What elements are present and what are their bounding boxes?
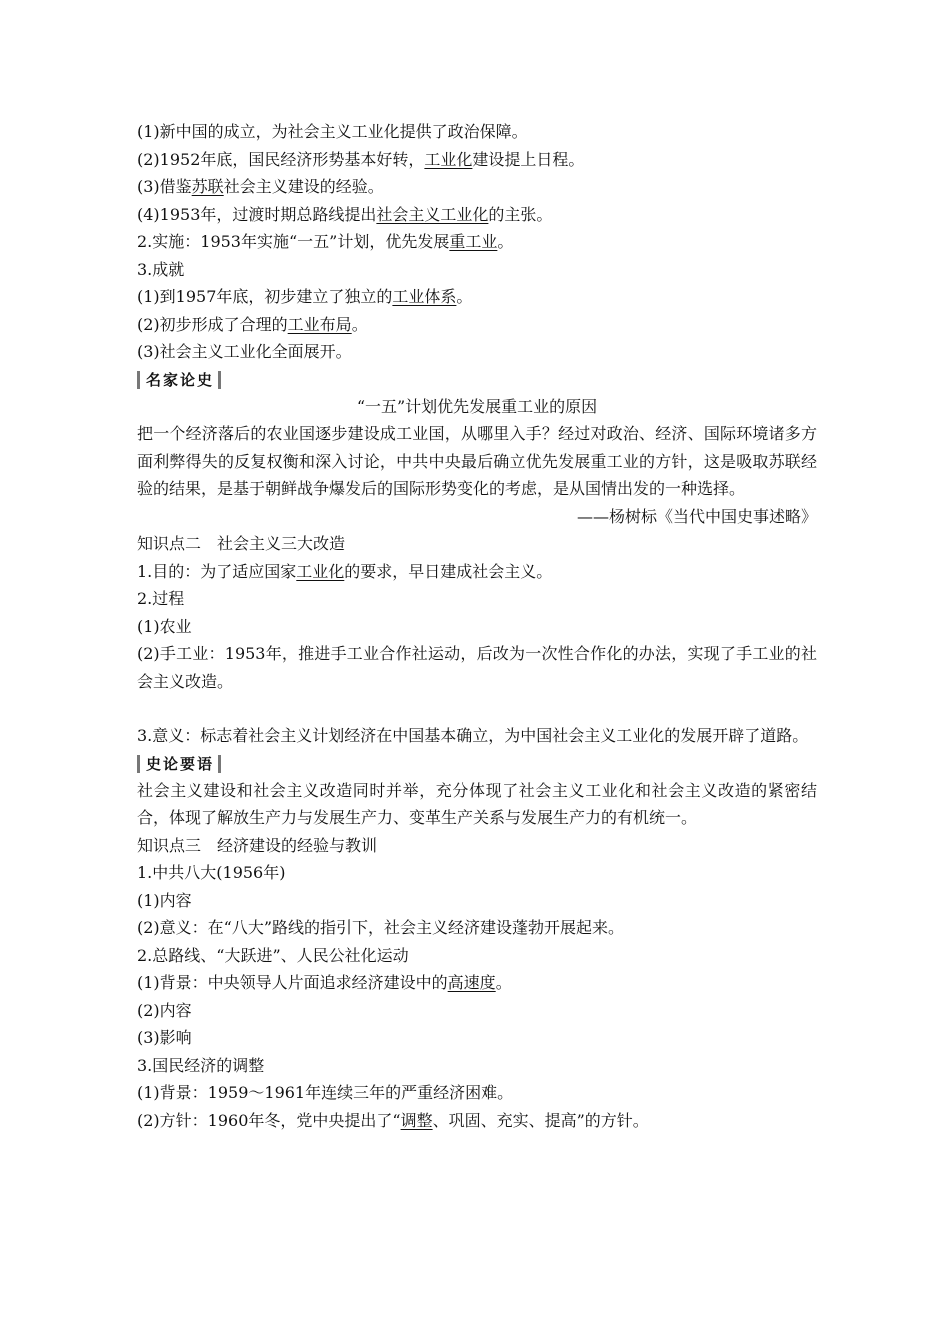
quote-source: ——杨树标《当代中国史事述略》: [576, 506, 817, 526]
text-run: 的要求，早日建成社会主义。: [344, 561, 553, 581]
text-line: [137, 311, 817, 339]
text-run: 建设提上日程。: [472, 149, 585, 169]
text-run: (1)背景：中央领导人片面追求经济建设中的: [137, 973, 448, 992]
underlined-answer: 高速度: [447, 973, 496, 992]
text-run: 。: [351, 314, 368, 334]
text-run: 的主张。: [488, 204, 553, 224]
text-line: (1)农业: [137, 616, 192, 636]
text-line: (1)背景：1959～1961年连续三年的严重经济困难。: [137, 1083, 514, 1102]
text-run: (2)初步形成了合理的: [137, 314, 288, 334]
text-line: (1)内容: [137, 890, 192, 910]
underlined-answer: 工业化: [424, 149, 473, 169]
summary-body: 社会主义建设和社会主义改造同时并举，充分体现了社会主义工业化和社会主义改造的紧密结合，体现了解放生产力与发展生产力、变革生产关系与发展生产力的有机统一。: [137, 780, 817, 827]
tag-bar-right: [218, 371, 221, 389]
text-run: 社会主义建设的经验。: [223, 177, 384, 196]
text-line: [137, 146, 817, 174]
text-line: (2)意义：在“八大”路线的指引下，社会主义经济建设蓬勃开展起来。: [137, 918, 625, 937]
text-line: [137, 173, 817, 201]
text-run: 。: [497, 232, 514, 251]
text-paragraph: (2)手工业：1953年，推进手工业合作社运动，后改为一次性合作化的办法，实现了手工业的社会主义改造。: [137, 644, 817, 691]
text-line: 2.过程: [137, 589, 185, 608]
text-line: [137, 283, 817, 311]
text-line: 1.中共八大(1956年): [137, 863, 286, 882]
text-run: 2.实施：1953年实施“一五”计划，优先发展: [137, 232, 450, 251]
text-line: (1)新中国的成立，为社会主义工业化提供了政治保障。: [137, 122, 528, 141]
text-paragraph: 3.意义：标志着社会主义计划经济在中国基本确立，为中国社会主义工业化的发展开辟了道路。: [137, 726, 809, 745]
text-run: (3)借鉴: [137, 177, 192, 196]
section-heading: 知识点二 社会主义三大改造: [137, 534, 346, 553]
text-line: (3)影响: [137, 1028, 192, 1047]
document-page: [137, 118, 817, 1134]
text-line: [137, 558, 817, 586]
tag-label: 史论要语: [146, 755, 215, 773]
text-run: (4)1953年，过渡时期总路线提出: [137, 204, 377, 224]
text-run: (2)1952年底，国民经济形势基本好转，: [137, 149, 425, 169]
text-run: 、巩固、充实、提高”的方针。: [432, 1110, 649, 1130]
text-run: (2)方针：1960年冬，党中央提出了“: [137, 1110, 401, 1130]
text-line: (2)内容: [137, 1000, 192, 1020]
text-line: (3)社会主义工业化全面展开。: [137, 342, 352, 361]
underlined-answer: 苏联: [191, 177, 224, 196]
text-line: [137, 1107, 817, 1135]
underlined-answer: 工业化: [296, 561, 345, 581]
section-tag-mingjia: [137, 369, 221, 391]
underlined-answer: 工业布局: [287, 314, 352, 334]
text-line: [137, 228, 817, 256]
text-run: 。: [495, 973, 512, 992]
quote-title: “一五”计划优先发展重工业的原因: [356, 396, 598, 416]
tag-label: 名家论史: [146, 371, 215, 389]
underlined-answer: 重工业: [449, 232, 498, 251]
blank-space: [137, 695, 817, 722]
text-line: [137, 201, 817, 229]
section-tag-shilun: [137, 753, 221, 775]
underlined-answer: 调整: [400, 1110, 433, 1130]
text-run: 。: [456, 287, 473, 306]
section-heading: 知识点三 经济建设的经验与教训: [137, 835, 378, 855]
text-line: [137, 969, 817, 997]
text-run: 1.目的：为了适应国家: [137, 561, 297, 581]
quote-body: 把一个经济落后的农业国逐步建设成工业国，从哪里入手？经过对政治、经济、国际环境诸多方面利弊得失的反复权衡和深入讨论，中共中央最后确立优先发展重工业的方针，这是吸取苏联经验的结果，是基于朝鲜战争爆发后的国际形势变化的考虑，是从国情出发的一种选择。: [137, 424, 817, 498]
text-run: (1)到1957年底，初步建立了独立的: [137, 287, 393, 306]
text-line: 3.国民经济的调整: [137, 1055, 265, 1075]
underlined-answer: 社会主义工业化: [376, 204, 489, 224]
text-line: 3.成就: [137, 259, 185, 279]
tag-bar-right: [218, 755, 221, 773]
underlined-answer: 工业体系: [392, 287, 457, 306]
text-line: 2.总路线、“大跃进”、人民公社化运动: [137, 945, 409, 965]
